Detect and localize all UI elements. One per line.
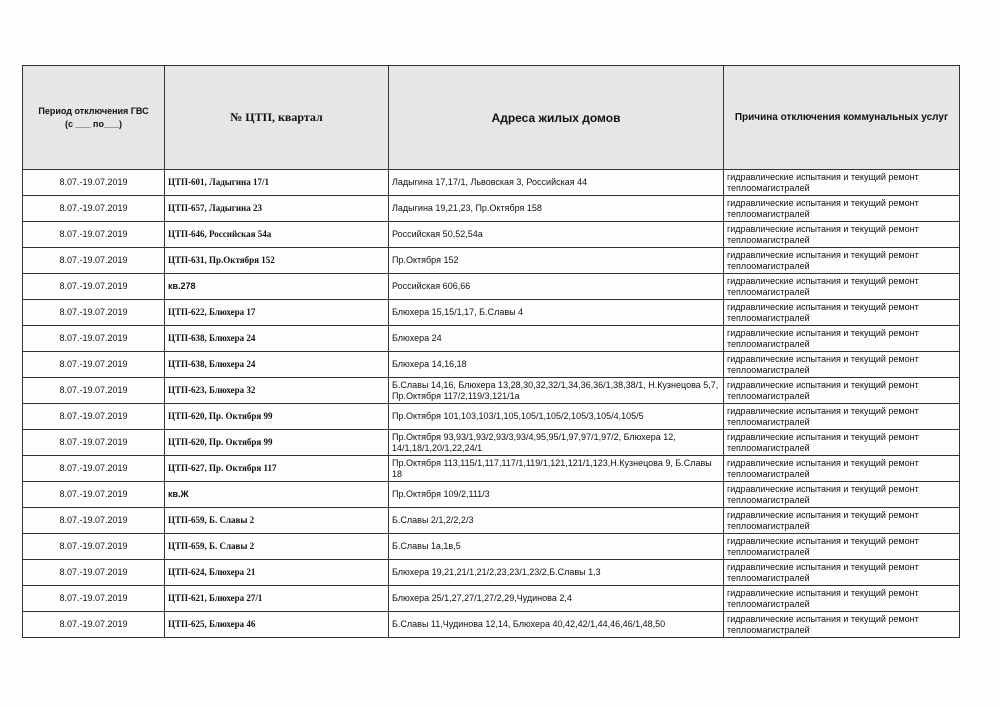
address-cell: Российская 606,66 — [389, 274, 724, 300]
address-cell: Блюхера 14,16,18 — [389, 352, 724, 378]
reason-cell: гидравлические испытания и текущий ремонт теплоомагистралей — [724, 378, 960, 404]
reason-cell: гидравлические испытания и текущий ремонт теплоомагистралей — [724, 612, 960, 638]
ctp-cell: ЦТП-657, Ладыгина 23 — [165, 196, 389, 222]
table-row — [23, 612, 960, 638]
reason-cell: гидравлические испытания и текущий ремонт теплоомагистралей — [724, 248, 960, 274]
address-cell: Блюхера 19,21,21/1,21/2,23,23/1,23/2,Б.Славы 1,3 — [389, 560, 724, 586]
table-row — [23, 248, 960, 274]
address-cell: Б.Славы 2/1,2/2,2/3 — [389, 508, 724, 534]
period-cell: 8.07.-19.07.2019 — [23, 300, 165, 326]
ctp-cell: ЦТП-601, Ладыгина 17/1 — [165, 170, 389, 196]
ctp-cell: ЦТП-659, Б. Славы 2 — [165, 534, 389, 560]
reason-cell: гидравлические испытания и текущий ремонт теплоомагистралей — [724, 430, 960, 456]
header-row — [23, 66, 960, 170]
address-cell: Пр.Октября 109/2,111/3 — [389, 482, 724, 508]
reason-cell: гидравлические испытания и текущий ремонт теплоомагистралей — [724, 586, 960, 612]
address-cell: Пр.Октября 113,115/1,117,117/1,119/1,121,121/1,123,Н.Кузнецова 9, Б.Славы 18 — [389, 456, 724, 482]
outage-table — [22, 65, 960, 638]
address-cell: Б.Славы 14,16, Блюхера 13,28,30,32,32/1,34,36,36/1,38,38/1, Н.Кузнецова 5,7, Пр.Октября 117/2,119/3,121/1а — [389, 378, 724, 404]
table-row — [23, 560, 960, 586]
period-cell: 8.07.-19.07.2019 — [23, 534, 165, 560]
table-row — [23, 482, 960, 508]
header-reason: Причина отключения коммунальных услуг — [724, 66, 960, 170]
period-cell: 8.07.-19.07.2019 — [23, 482, 165, 508]
address-cell: Б.Славы 1а,1в,5 — [389, 534, 724, 560]
period-cell: 8.07.-19.07.2019 — [23, 196, 165, 222]
table-row — [23, 534, 960, 560]
address-cell: Пр.Октября 101,103,103/1,105,105/1,105/2,105/3,105/4,105/5 — [389, 404, 724, 430]
address-cell: Блюхера 25/1,27,27/1,27/2,29,Чудинова 2,4 — [389, 586, 724, 612]
period-cell: 8.07.-19.07.2019 — [23, 404, 165, 430]
period-cell: 8.07.-19.07.2019 — [23, 222, 165, 248]
address-cell: Ладыгина 17,17/1, Львовская 3, Российская 44 — [389, 170, 724, 196]
period-cell: 8.07.-19.07.2019 — [23, 326, 165, 352]
address-cell: Российская 50,52,54а — [389, 222, 724, 248]
address-cell: Б.Славы 11,Чудинова 12,14, Блюхера 40,42,42/1,44,46,46/1,48,50 — [389, 612, 724, 638]
reason-cell: гидравлические испытания и текущий ремонт теплоомагистралей — [724, 326, 960, 352]
ctp-cell: кв.Ж — [165, 482, 389, 508]
header-period-line2: (с ___ по___) — [65, 118, 122, 129]
address-cell: Ладыгина 19,21,23, Пр.Октября 158 — [389, 196, 724, 222]
header-ctp: № ЦТП, квартал — [165, 66, 389, 170]
period-cell: 8.07.-19.07.2019 — [23, 430, 165, 456]
table-row — [23, 378, 960, 404]
period-cell: 8.07.-19.07.2019 — [23, 248, 165, 274]
period-cell: 8.07.-19.07.2019 — [23, 352, 165, 378]
ctp-cell: ЦТП-638, Блюхера 24 — [165, 352, 389, 378]
reason-cell: гидравлические испытания и текущий ремонт теплоомагистралей — [724, 196, 960, 222]
reason-cell: гидравлические испытания и текущий ремонт теплоомагистралей — [724, 352, 960, 378]
period-cell: 8.07.-19.07.2019 — [23, 378, 165, 404]
table-row — [23, 404, 960, 430]
reason-cell: гидравлические испытания и текущий ремонт теплоомагистралей — [724, 534, 960, 560]
ctp-cell: ЦТП-623, Блюхера 32 — [165, 378, 389, 404]
ctp-cell: ЦТП-624, Блюхера 21 — [165, 560, 389, 586]
ctp-cell: ЦТП-631, Пр.Октября 152 — [165, 248, 389, 274]
ctp-cell: кв.278 — [165, 274, 389, 300]
table-row — [23, 508, 960, 534]
ctp-cell: ЦТП-627, Пр. Октября 117 — [165, 456, 389, 482]
reason-cell: гидравлические испытания и текущий ремонт теплоомагистралей — [724, 508, 960, 534]
period-cell: 8.07.-19.07.2019 — [23, 456, 165, 482]
table-row — [23, 222, 960, 248]
ctp-cell: ЦТП-659, Б. Славы 2 — [165, 508, 389, 534]
ctp-cell: ЦТП-646, Российская 54а — [165, 222, 389, 248]
reason-cell: гидравлические испытания и текущий ремонт теплоомагистралей — [724, 274, 960, 300]
ctp-cell: ЦТП-621, Блюхера 27/1 — [165, 586, 389, 612]
table-row — [23, 170, 960, 196]
address-cell: Пр.Октября 152 — [389, 248, 724, 274]
reason-cell: гидравлические испытания и текущий ремонт теплоомагистралей — [724, 456, 960, 482]
period-cell: 8.07.-19.07.2019 — [23, 612, 165, 638]
header-period — [23, 66, 165, 170]
table-row — [23, 326, 960, 352]
address-cell: Пр.Октября 93,93/1,93/2,93/3,93/4,95,95/1,97,97/1,97/2, Блюхера 12, 14/1,18/1,20/1,22,24/1 — [389, 430, 724, 456]
table-row — [23, 196, 960, 222]
ctp-cell: ЦТП-622, Блюхера 17 — [165, 300, 389, 326]
reason-cell: гидравлические испытания и текущий ремонт теплоомагистралей — [724, 404, 960, 430]
table-row — [23, 300, 960, 326]
table-row — [23, 352, 960, 378]
header-period-line1: Период отключения ГВС — [38, 105, 149, 116]
period-cell: 8.07.-19.07.2019 — [23, 508, 165, 534]
ctp-cell: ЦТП-620, Пр. Октября 99 — [165, 430, 389, 456]
reason-cell: гидравлические испытания и текущий ремонт теплоомагистралей — [724, 170, 960, 196]
table-row — [23, 274, 960, 300]
period-cell: 8.07.-19.07.2019 — [23, 170, 165, 196]
table-body — [23, 170, 960, 638]
table-row — [23, 430, 960, 456]
period-cell: 8.07.-19.07.2019 — [23, 586, 165, 612]
reason-cell: гидравлические испытания и текущий ремонт теплоомагистралей — [724, 560, 960, 586]
period-cell: 8.07.-19.07.2019 — [23, 560, 165, 586]
ctp-cell: ЦТП-625, Блюхера 46 — [165, 612, 389, 638]
address-cell: Блюхера 15,15/1,17, Б.Славы 4 — [389, 300, 724, 326]
table-row — [23, 586, 960, 612]
address-cell: Блюхера 24 — [389, 326, 724, 352]
table-row — [23, 456, 960, 482]
ctp-cell: ЦТП-620, Пр. Октября 99 — [165, 404, 389, 430]
reason-cell: гидравлические испытания и текущий ремонт теплоомагистралей — [724, 222, 960, 248]
period-cell: 8.07.-19.07.2019 — [23, 274, 165, 300]
ctp-cell: ЦТП-638, Блюхера 24 — [165, 326, 389, 352]
reason-cell: гидравлические испытания и текущий ремонт теплоомагистралей — [724, 300, 960, 326]
header-address: Адреса жилых домов — [389, 66, 724, 170]
reason-cell: гидравлические испытания и текущий ремонт теплоомагистралей — [724, 482, 960, 508]
